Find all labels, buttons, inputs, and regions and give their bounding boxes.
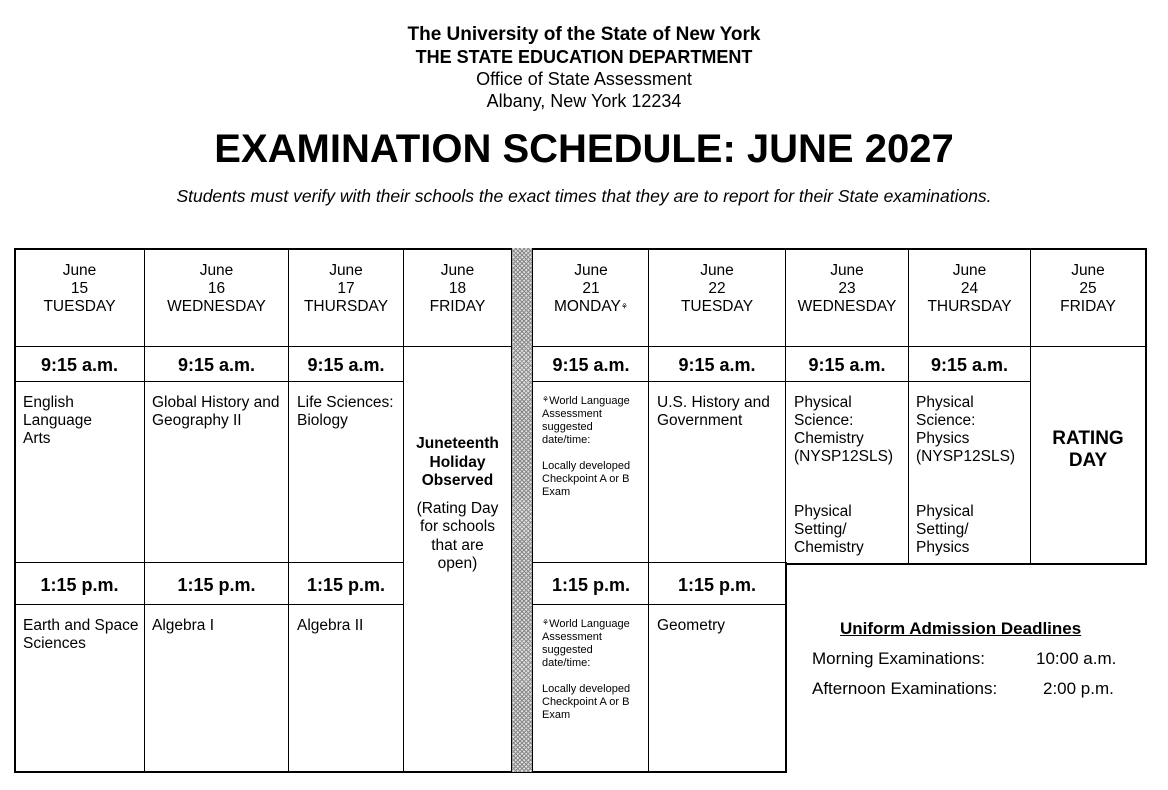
exam-line: Setting/: [794, 521, 847, 538]
exam-physical-setting-physics: [916, 503, 1028, 557]
exam-line: Arts: [23, 430, 51, 447]
exam-world-language-afternoon: [542, 616, 646, 722]
day-weekday: WEDNESDAY: [167, 298, 266, 315]
day-header-jun22: [649, 262, 785, 316]
rating-day-line: RATING: [1052, 428, 1124, 449]
day-month: June: [199, 262, 234, 279]
holiday-title-line: Holiday: [429, 453, 486, 471]
exam-physical-setting-chemistry: [794, 503, 906, 557]
exam-line: Chemistry: [794, 539, 864, 556]
day-weekday-row: [534, 298, 648, 316]
morning-time-jun23: 9:15 a.m.: [808, 355, 886, 375]
table-left-border: [14, 248, 16, 773]
holiday-title-line: Juneteenth: [416, 435, 499, 452]
exam-line: U.S. History and: [657, 394, 770, 411]
exam-line: Algebra I: [152, 617, 215, 634]
day-month: June: [700, 262, 734, 279]
institution-name: The University of the State of New York: [407, 24, 761, 45]
day-weekday: FRIDAY: [1060, 298, 1116, 315]
exam-line: Setting/: [916, 521, 969, 538]
office-address: Albany, New York 12234: [486, 91, 682, 111]
day-date: 16: [207, 280, 226, 297]
afternoon-time-jun21: 1:15 p.m.: [551, 575, 631, 595]
exam-line: Earth and Space: [23, 617, 139, 634]
exam-line: Global History and: [152, 394, 280, 411]
day-month: June: [952, 262, 987, 279]
exam-english-language-arts: [23, 394, 141, 448]
exam-line: Science:: [794, 412, 854, 429]
exam-line: (NYSP12SLS): [916, 448, 1016, 465]
wl-text: World Language: [549, 395, 630, 407]
day-weekday: WEDNESDAY: [797, 298, 897, 315]
spacer: [542, 670, 646, 683]
morning-deadline-label: Morning Examinations:: [812, 649, 985, 668]
morning-time-divider-right: [533, 381, 1030, 382]
day-date: 15: [70, 280, 89, 297]
exam-line: Algebra II: [297, 617, 364, 634]
holiday-note-line: open): [437, 555, 478, 572]
wl-line: suggested: [542, 421, 593, 433]
day-weekday: MONDAY: [553, 298, 621, 315]
col-divider-2: [288, 248, 289, 773]
table-right-border: [1145, 248, 1147, 565]
day-header-jun21: [534, 262, 648, 316]
day-header-jun24: [909, 262, 1030, 316]
morning-time-divider-left: [14, 381, 404, 382]
table-bottom-border: [14, 771, 787, 773]
day-date: 22: [708, 280, 726, 297]
footnote-mark: ⚘: [620, 302, 629, 311]
exam-algebra-i: [152, 617, 288, 635]
exam-physical-science-physics: [916, 394, 1028, 466]
table-step-border: [785, 563, 1147, 565]
morning-time-jun16: 9:15 a.m.: [177, 355, 256, 375]
holiday-note-line: that are: [431, 536, 484, 554]
afternoon-time-jun16: 1:15 p.m.: [177, 575, 256, 595]
day-date: 21: [582, 280, 600, 297]
afternoon-time-jun22: 1:15 p.m.: [677, 575, 757, 595]
wl-line: date/time:: [542, 434, 591, 446]
exam-line: Language: [23, 412, 92, 429]
footnote-mark: ⚘: [542, 618, 550, 627]
day-month: June: [830, 262, 864, 279]
office-name: Office of State Assessment: [476, 69, 692, 89]
exam-algebra-ii: [297, 617, 403, 635]
wl-line: Assessment: [542, 408, 602, 420]
morning-time-jun15: 9:15 a.m.: [40, 355, 119, 375]
session-divider-right: [533, 562, 787, 563]
exam-line: Life Sciences:: [297, 394, 394, 411]
afternoon-deadline-time: 2:00 p.m.: [1043, 679, 1114, 698]
day-weekday: FRIDAY: [429, 298, 486, 315]
exam-line: Chemistry: [794, 430, 864, 447]
day-date: 23: [838, 280, 856, 297]
exam-global-history: [152, 394, 288, 430]
col-divider-1: [144, 248, 145, 773]
exam-physical-science-chemistry: [794, 394, 906, 466]
holiday-title-line: Observed: [421, 472, 494, 489]
afternoon-deadline-label: Afternoon Examinations:: [812, 679, 998, 698]
rating-day-line: DAY: [1068, 450, 1108, 471]
day-header-jun18: [404, 262, 511, 316]
day-month: June: [1071, 262, 1105, 279]
exam-line: Physical: [916, 503, 974, 520]
exam-line: Geography II: [152, 412, 242, 429]
wl-line: Assessment: [542, 631, 602, 643]
col-divider-5: [648, 248, 649, 773]
table-top-border: [14, 248, 1147, 250]
exam-line: Physical: [794, 394, 852, 411]
exam-line: Physics: [916, 539, 970, 556]
day-month: June: [574, 262, 608, 279]
day-date: 17: [337, 280, 355, 297]
wl-line: [542, 616, 646, 631]
holiday-note-line: (Rating Day: [416, 499, 499, 517]
day-weekday: THURSDAY: [927, 298, 1012, 315]
exam-earth-space-sciences: [23, 617, 144, 653]
day-date: 24: [960, 280, 979, 297]
spacer: [404, 491, 511, 500]
afternoon-time-divider-right: [533, 604, 787, 605]
morning-time-jun22: 9:15 a.m.: [678, 355, 756, 375]
day-date: 18: [448, 280, 467, 297]
day-date: 25: [1079, 280, 1097, 297]
day-weekday: THURSDAY: [303, 298, 389, 315]
header-row-divider: [14, 346, 1147, 347]
local-line: Exam: [542, 709, 571, 721]
weekend-separator: [511, 248, 533, 772]
local-line: Locally developed: [542, 460, 631, 472]
page-title: EXAMINATION SCHEDULE: JUNE 2027: [214, 127, 954, 171]
exam-line: Physical: [794, 503, 852, 520]
morning-time-jun21: 9:15 a.m.: [552, 355, 630, 375]
day-header-jun23: [786, 262, 908, 316]
deadlines-title: Uniform Admission Deadlines: [840, 619, 1082, 638]
exam-us-history: [657, 394, 783, 430]
day-header-jun15: [15, 262, 144, 316]
wl-line: suggested: [542, 644, 593, 656]
day-header-jun25: [1031, 262, 1145, 316]
exam-line: Science:: [916, 412, 976, 429]
exam-line: Physics: [916, 430, 970, 447]
day-header-jun17: [289, 262, 403, 316]
exam-geometry: [657, 617, 783, 635]
exam-line: Geometry: [657, 617, 726, 634]
session-divider-left: [14, 562, 404, 563]
local-line: Checkpoint A or B: [542, 473, 630, 485]
afternoon-time-jun15: 1:15 p.m.: [40, 575, 119, 595]
juneteenth-holiday: [404, 435, 511, 574]
day-weekday: TUESDAY: [680, 298, 754, 315]
wl-line: [542, 393, 646, 408]
report-time-note: Students must verify with their schools the exact times that they are to report for their State examinations.: [176, 186, 992, 206]
exam-world-language-morning: [542, 393, 646, 499]
morning-time-jun17: 9:15 a.m.: [307, 355, 385, 375]
local-line: Locally developed: [542, 683, 631, 695]
exam-line: English: [23, 394, 74, 411]
holiday-note-line: for schools: [420, 518, 495, 535]
exam-line: Physical: [916, 394, 974, 411]
department-name: THE STATE EDUCATION DEPARTMENT: [415, 47, 753, 67]
afternoon-time-divider-left: [14, 604, 404, 605]
exam-line: Government: [657, 412, 743, 429]
rating-day: [1031, 428, 1145, 472]
wl-text: World Language: [549, 618, 630, 630]
local-line: Exam: [542, 486, 571, 498]
day-month: June: [440, 262, 475, 279]
wl-line: date/time:: [542, 657, 591, 669]
day-month: June: [62, 262, 97, 279]
footnote-mark: ⚘: [542, 395, 550, 404]
day-weekday: TUESDAY: [43, 298, 116, 315]
spacer: [542, 447, 646, 460]
afternoon-time-jun17: 1:15 p.m.: [306, 575, 386, 595]
morning-time-jun24: 9:15 a.m.: [930, 355, 1009, 375]
day-month: June: [329, 262, 363, 279]
day-header-jun16: [145, 262, 288, 316]
exam-life-sciences-biology: [297, 394, 403, 430]
local-line: Checkpoint A or B: [542, 696, 630, 708]
table-inner-right-border: [785, 563, 787, 773]
morning-deadline-time: 10:00 a.m.: [1036, 649, 1117, 668]
exam-line: Biology: [297, 412, 348, 429]
exam-line: Sciences: [23, 635, 86, 652]
exam-line: (NYSP12SLS): [794, 448, 894, 465]
